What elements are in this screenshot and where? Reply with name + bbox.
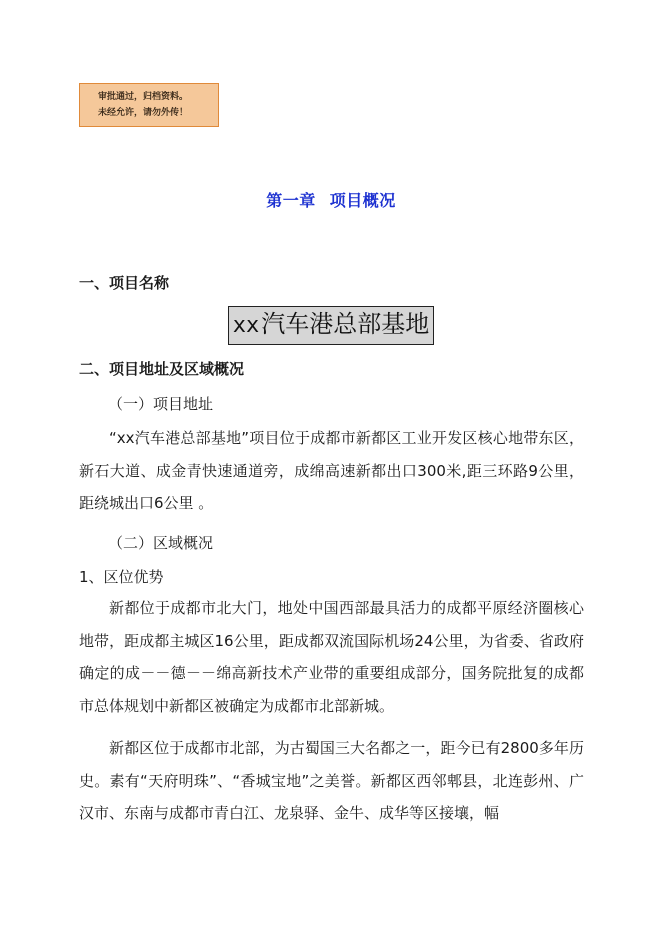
paragraph-location-1-text: 新都位于成都市北大门，地处中国西部最具活力的成都平原经济圈核心地带，距成都主城区16公里，距成都双流国际机场24公里，为省委、省政府确定的成－－德－－绵高新技术产业带的重要组成部分，国务院批复的成都市总体规划中新都区被确定为成都市北部新城。 <box>79 599 584 715</box>
paragraph-location-2-text: 新都区位于成都市北部，为古蜀国三大名都之一，距今已有2800多年历史。素有“天府明珠”、“香城宝地”之美誉。新都区西邻郫县，北连彭州、广汉市、东南与成都市青白江、龙泉驿、金牛、成华等区接壤，幅 <box>79 739 584 823</box>
subsection-heading-address: （一）项目地址 <box>108 395 214 413</box>
notice-line-1: 审批通过，归档资料。 <box>98 92 189 102</box>
paragraph-address <box>79 422 584 520</box>
section-heading-address-overview: 二、项目地址及区域概况 <box>79 360 245 378</box>
notice-line-2: 未经允许，请勿外传！ <box>98 108 189 118</box>
project-name-text: 汽车港总部基地 <box>261 310 430 338</box>
approval-notice-stamp <box>79 83 219 127</box>
project-name-banner <box>228 306 435 345</box>
project-name-prefix: xx <box>232 313 260 338</box>
section-heading-project-name: 一、项目名称 <box>79 274 170 292</box>
chapter-title <box>0 188 662 211</box>
paragraph-location-1 <box>79 592 584 722</box>
item-heading-location-advantage: 1、区位优势 <box>79 568 164 586</box>
paragraph-address-text: “xx汽车港总部基地”项目位于成都市新都区工业开发区核心地带东区，新石大道、成金青快速通道旁，成绵高速新都出口300米,距三环路9公里，距绕城出口6公里 。 <box>79 429 584 513</box>
chapter-name: 项目概况 <box>329 191 396 210</box>
paragraph-location-2 <box>79 732 584 830</box>
chapter-number: 第一章 <box>266 191 316 210</box>
project-name-banner-wrap <box>0 306 662 345</box>
subsection-heading-region: （二）区域概况 <box>108 534 214 552</box>
